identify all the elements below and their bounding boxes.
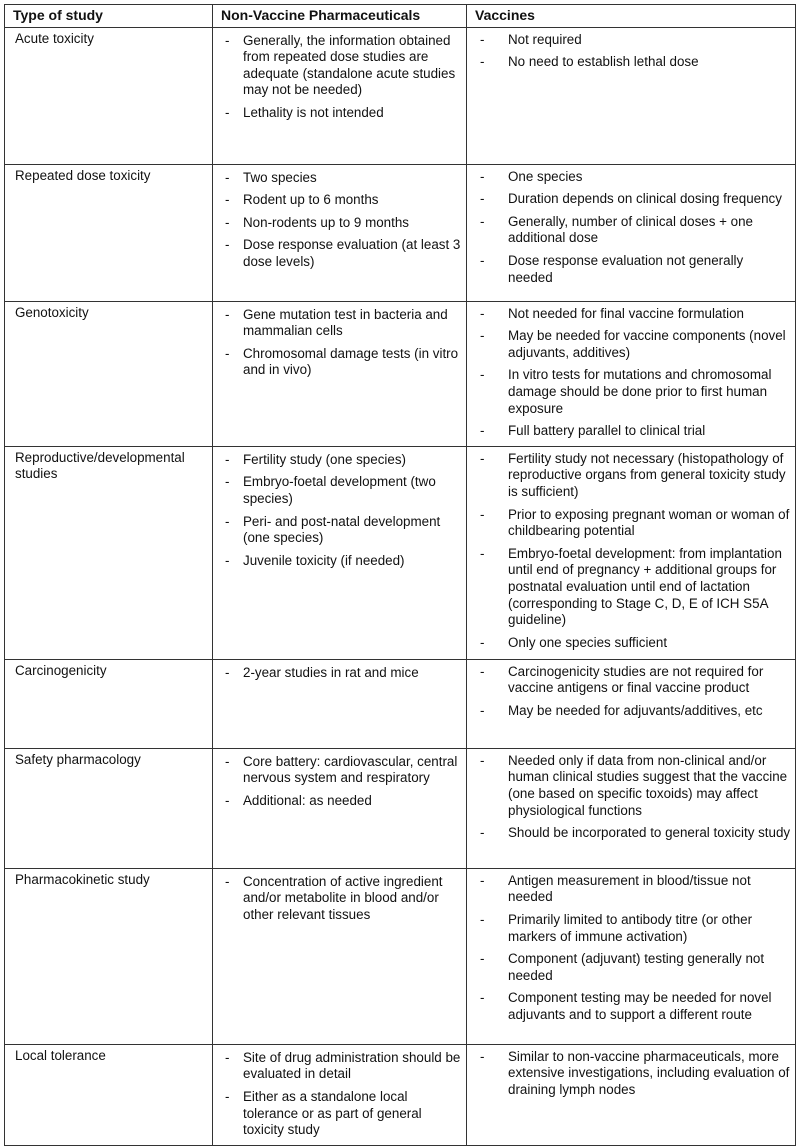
dash-bullet-icon: - [480, 545, 485, 561]
non-vaccine-cell [213, 1044, 467, 1145]
list-item-text: Gene mutation test in bacteria and mammalian cells [243, 306, 448, 339]
dash-bullet-icon: - [480, 506, 485, 522]
list-item [478, 873, 791, 906]
non-vaccine-cell [213, 446, 467, 659]
vaccines-cell [467, 446, 796, 659]
list-item-text: Fertility study not necessary (histopathology of reproductive organs from general toxicity study is sufficient) [508, 450, 786, 499]
vaccines-cell [467, 659, 796, 748]
list-item [223, 474, 462, 507]
dash-bullet-icon: - [225, 214, 230, 230]
list-item-text: Similar to non-vaccine pharmaceuticals, more extensive investigations, including evaluation of draining lymph nodes [508, 1048, 790, 1097]
list-item [223, 192, 462, 209]
list-item-text: Embryo-foetal development (two species) [243, 474, 436, 506]
non-vaccine-list [223, 307, 462, 379]
dash-bullet-icon: - [480, 213, 485, 229]
list-item [478, 451, 791, 501]
list-item [478, 664, 791, 697]
table-row [5, 1044, 796, 1145]
study-type-cell: Genotoxicity [5, 301, 213, 446]
study-type-cell: Acute toxicity [5, 27, 213, 164]
vaccines-list [478, 451, 791, 652]
list-item-text: Dose response evaluation not generally needed [508, 252, 744, 285]
dash-bullet-icon: - [225, 32, 230, 48]
non-vaccine-cell [213, 164, 467, 301]
dash-bullet-icon: - [225, 1049, 230, 1065]
list-item [478, 423, 791, 440]
list-item [478, 1049, 791, 1099]
vaccines-list [478, 306, 791, 440]
study-type-cell: Pharmacokinetic study [5, 868, 213, 1044]
list-item [223, 215, 462, 232]
list-item-text: Primarily limited to antibody titre (or other markers of immune activation) [508, 911, 753, 944]
vaccines-list [478, 1049, 791, 1099]
non-vaccine-list [223, 874, 462, 924]
list-item [478, 253, 791, 286]
list-item-text: Full battery parallel to clinical trial [508, 423, 706, 439]
dash-bullet-icon: - [480, 825, 485, 841]
dash-bullet-icon: - [225, 513, 230, 529]
dash-bullet-icon: - [480, 252, 485, 268]
dash-bullet-icon: - [480, 191, 485, 207]
list-item [223, 1050, 462, 1083]
table-row [5, 446, 796, 659]
non-vaccine-cell [213, 27, 467, 164]
vaccines-cell [467, 301, 796, 446]
column-header-type-of-study: Type of study [5, 5, 213, 28]
dash-bullet-icon: - [225, 552, 230, 568]
study-comparison-table [4, 4, 796, 1146]
list-item-text: Core battery: cardiovascular, central nervous system and respiratory [243, 753, 458, 786]
non-vaccine-list [223, 665, 462, 682]
list-item-text: Not needed for final vaccine formulation [508, 305, 744, 321]
table-row [5, 748, 796, 868]
vaccines-list [478, 873, 791, 1024]
list-item [478, 328, 791, 361]
list-item-text: Should be incorporated to general toxicity study [508, 825, 791, 841]
vaccines-cell [467, 27, 796, 164]
vaccines-list [478, 169, 791, 287]
dash-bullet-icon: - [480, 168, 485, 184]
list-item-text: Antigen measurement in blood/tissue not needed [508, 872, 751, 905]
list-item-text: Carcinogenicity studies are not required for vaccine antigens or final vaccine product [508, 663, 764, 696]
list-item-text: Non-rodents up to 9 months [243, 214, 409, 230]
dash-bullet-icon: - [225, 345, 230, 361]
list-item [478, 191, 791, 208]
non-vaccine-cell [213, 748, 467, 868]
non-vaccine-list [223, 1050, 462, 1139]
list-item [478, 546, 791, 629]
dash-bullet-icon: - [225, 169, 230, 185]
study-type-cell: Reproductive/developmental studies [5, 446, 213, 659]
dash-bullet-icon: - [480, 990, 485, 1006]
list-item [478, 32, 791, 49]
list-item-text: Rodent up to 6 months [243, 192, 379, 208]
dash-bullet-icon: - [480, 702, 485, 718]
list-item-text: Duration depends on clinical dosing frequency [508, 191, 782, 207]
dash-bullet-icon: - [480, 54, 485, 70]
dash-bullet-icon: - [225, 192, 230, 208]
list-item-text: Not required [508, 31, 582, 47]
table-row [5, 164, 796, 301]
list-item [478, 990, 791, 1023]
column-header-vaccines: Vaccines [467, 5, 796, 28]
list-item-text: Generally, the information obtained from repeated dose studies are adequate (standalone acute studies may not be needed) [243, 32, 456, 98]
list-item-text: Component (adjuvant) testing generally not needed [508, 951, 765, 983]
list-item-text: Only one species sufficient [508, 634, 668, 650]
list-item-text: Dose response evaluation (at least 3 dose levels) [243, 237, 461, 269]
list-item [223, 105, 462, 122]
vaccines-cell [467, 164, 796, 301]
list-item [223, 793, 462, 810]
dash-bullet-icon: - [225, 306, 230, 322]
list-item-text: In vitro tests for mutations and chromosomal damage should be done prior to first human exposure [508, 367, 772, 416]
vaccines-list [478, 664, 791, 720]
non-vaccine-cell [213, 659, 467, 748]
vaccines-cell [467, 748, 796, 868]
dash-bullet-icon: - [225, 792, 230, 808]
dash-bullet-icon: - [480, 752, 485, 768]
list-item [478, 367, 791, 417]
dash-bullet-icon: - [480, 911, 485, 927]
list-item [223, 307, 462, 340]
non-vaccine-list [223, 170, 462, 271]
vaccines-cell [467, 1044, 796, 1145]
dash-bullet-icon: - [225, 237, 230, 253]
study-type-cell: Repeated dose toxicity [5, 164, 213, 301]
table-row [5, 301, 796, 446]
list-item-text: Two species [243, 169, 317, 185]
list-item-text: Generally, number of clinical doses + one additional dose [508, 213, 754, 246]
dash-bullet-icon: - [225, 664, 230, 680]
non-vaccine-cell [213, 868, 467, 1044]
list-item [223, 665, 462, 682]
list-item [478, 912, 791, 945]
dash-bullet-icon: - [480, 31, 485, 47]
list-item-text: Component testing may be needed for novel adjuvants and to support a different route [508, 990, 772, 1022]
list-item [478, 507, 791, 540]
dash-bullet-icon: - [225, 451, 230, 467]
list-item [478, 825, 791, 842]
list-item [223, 514, 462, 547]
list-item [223, 33, 462, 99]
list-item [223, 553, 462, 570]
dash-bullet-icon: - [480, 872, 485, 888]
table-row [5, 659, 796, 748]
list-item [223, 237, 462, 270]
list-item-text: 2-year studies in rat and mice [243, 664, 419, 680]
list-item [223, 1089, 462, 1139]
table-body [5, 27, 796, 1145]
study-type-cell: Local tolerance [5, 1044, 213, 1145]
dash-bullet-icon: - [480, 951, 485, 967]
list-item [478, 703, 791, 720]
list-item [478, 169, 791, 186]
list-item-text: Peri- and post-natal development (one species) [243, 513, 441, 546]
non-vaccine-cell [213, 301, 467, 446]
study-type-cell: Safety pharmacology [5, 748, 213, 868]
dash-bullet-icon: - [225, 873, 230, 889]
list-item-text: Concentration of active ingredient and/or metabolite in blood and/or other relevant tissues [243, 873, 443, 922]
list-item-text: Additional: as needed [243, 792, 372, 808]
list-item [223, 754, 462, 787]
list-item-text: Fertility study (one species) [243, 451, 406, 467]
list-item [478, 753, 791, 819]
list-item [478, 54, 791, 71]
list-item-text: Needed only if data from non-clinical and/or human clinical studies suggest that the vaccine (one based on specific toxoids) may affect physiological functions [508, 752, 788, 818]
list-item [223, 170, 462, 187]
dash-bullet-icon: - [480, 328, 485, 344]
list-item [223, 346, 462, 379]
list-item [223, 452, 462, 469]
table-row [5, 868, 796, 1044]
dash-bullet-icon: - [480, 305, 485, 321]
list-item [478, 951, 791, 984]
dash-bullet-icon: - [480, 634, 485, 650]
list-item-text: No need to establish lethal dose [508, 54, 699, 70]
dash-bullet-icon: - [225, 474, 230, 490]
list-item-text: Prior to exposing pregnant woman or woman of childbearing potential [508, 506, 790, 539]
list-item [478, 635, 791, 652]
non-vaccine-list [223, 452, 462, 570]
list-item-text: Embryo-foetal development: from implantation until end of pregnancy + additional groups for postnatal evaluation until end of lactation (corresponding to Stage C, D, E of ICH S5A guideline) [508, 545, 782, 628]
list-item-text: May be needed for vaccine components (novel adjuvants, additives) [508, 328, 786, 360]
list-item-text: Either as a standalone local tolerance or as part of general toxicity study [243, 1088, 422, 1138]
table-row [5, 27, 796, 164]
list-item-text: Chromosomal damage tests (in vitro and in vivo) [243, 345, 459, 378]
dash-bullet-icon: - [225, 104, 230, 120]
vaccines-list [478, 32, 791, 71]
non-vaccine-list [223, 754, 462, 810]
vaccines-cell [467, 868, 796, 1044]
list-item [223, 874, 462, 924]
list-item-text: One species [508, 168, 583, 184]
list-item [478, 306, 791, 323]
column-header-non-vaccine: Non-Vaccine Pharmaceuticals [213, 5, 467, 28]
list-item-text: Juvenile toxicity (if needed) [243, 552, 405, 568]
dash-bullet-icon: - [225, 753, 230, 769]
list-item-text: Site of drug administration should be evaluated in detail [243, 1049, 461, 1082]
dash-bullet-icon: - [480, 450, 485, 466]
dash-bullet-icon: - [480, 1048, 485, 1064]
non-vaccine-list [223, 33, 462, 122]
dash-bullet-icon: - [225, 1088, 230, 1104]
list-item-text: Lethality is not intended [243, 104, 384, 120]
header-row [5, 5, 796, 28]
dash-bullet-icon: - [480, 423, 485, 439]
list-item [478, 214, 791, 247]
dash-bullet-icon: - [480, 367, 485, 383]
dash-bullet-icon: - [480, 663, 485, 679]
study-type-cell: Carcinogenicity [5, 659, 213, 748]
vaccines-list [478, 753, 791, 842]
list-item-text: May be needed for adjuvants/additives, etc [508, 702, 763, 718]
